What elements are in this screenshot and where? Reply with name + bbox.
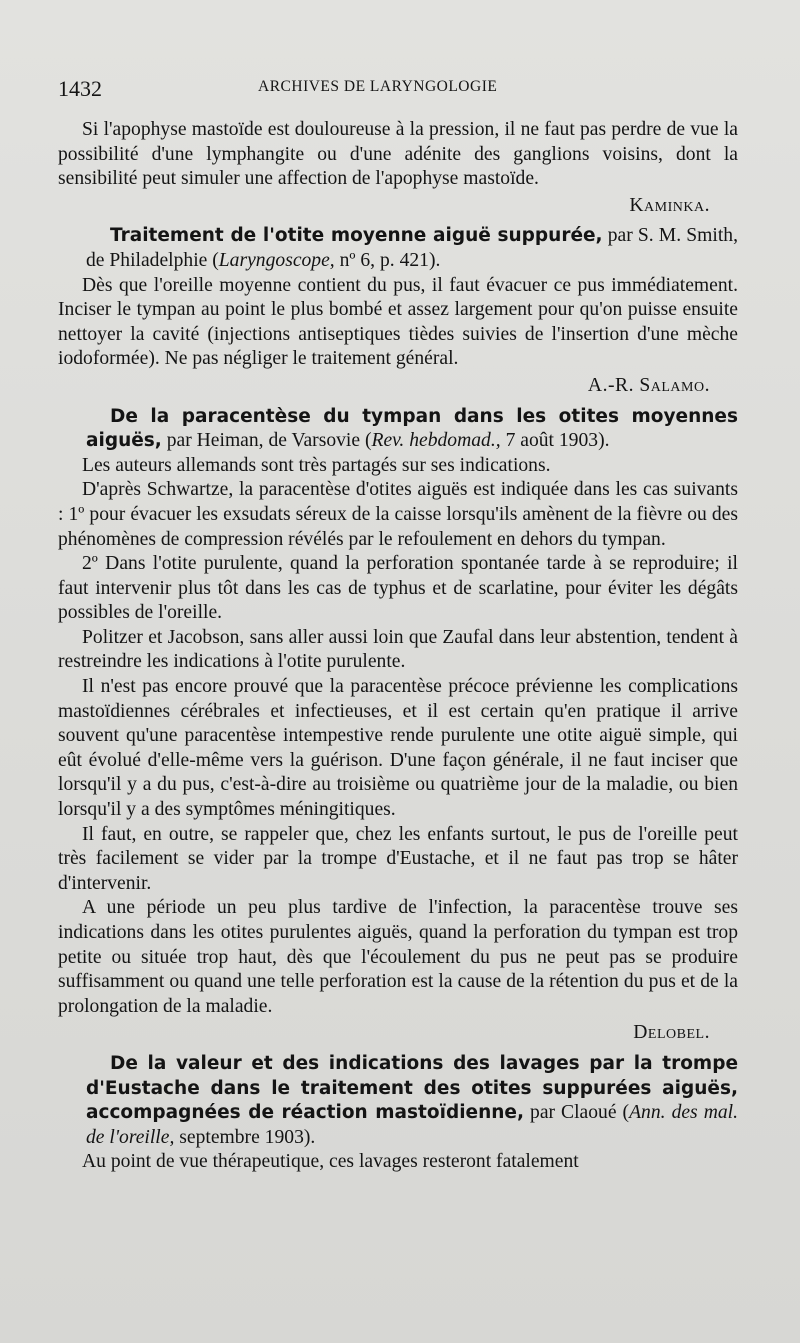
article-title-1: Traitement de l'otite moyenne aiguë suppurée, (110, 225, 603, 247)
article-source-1: Laryngoscope, (218, 249, 335, 271)
signature-delobel: Delobel. (633, 1022, 710, 1044)
article-source-2: Rev. hebdomad., (371, 430, 501, 452)
article-body-3: Au point de vue thérapeutique, ces lavages resteront fatalement (82, 1151, 579, 1173)
article-body-1: Dès que l'oreille moyenne contient du pus, il faut évacuer ce pus immédiatement. Inciser le tympan au point le plus bombé et assez largement pour qu'on puisse ensuite nettoyer la cavité (injections antiseptiques tièdes suivies de l'insertion d'une mèche iodoformée). Ne pas négliger le traitement général. (58, 274, 738, 370)
article2-paragraph: Politzer et Jacobson, sans aller aussi loin que Zaufal dans leur abstention, tendent à restreindre les indications à l'otite purulente. (58, 626, 738, 673)
journal-title: ARCHIVES DE LARYNGOLOGIE (258, 78, 498, 95)
article2-paragraph: Les auteurs allemands sont très partagés sur ses indications. (82, 454, 551, 476)
article-source-detail-3: septembre 1903). (179, 1126, 316, 1148)
running-head (58, 74, 718, 102)
article-byline-3: par Claoué (530, 1102, 617, 1124)
article-title-2: De la paracentèse du tympan dans les otites moyennes aiguës, (86, 405, 738, 452)
signature-salamo: A.-R. Salamo. (587, 374, 710, 396)
article-source-detail-2: 7 août 1903). (505, 430, 610, 452)
article-byline-2: par Heiman, de Varsovie (166, 430, 361, 452)
article2-paragraph: Il faut, en outre, se rappeler que, chez les enfants surtout, le pus de l'oreille peut très facilement se vider par la trompe d'Eustache, et il ne faut pas trop se hâter d'intervenir. (58, 823, 738, 894)
article-heading-2: De la paracentèse du tympan dans les otites moyennes aiguës, par Heiman, de Varsovie (Rev. hebdomad., 7 août 1903). (86, 405, 738, 452)
article-source-detail-1: nº 6, p. 421). (339, 249, 441, 271)
page-number: 1432 (58, 76, 102, 101)
article2-paragraph: A une période un peu plus tardive de l'infection, la paracentèse trouve ses indications dans les otites purulentes aiguës, quand la perforation du tympan est trop petite ou située trop haut, dès que l'écoulement du pus ne peut pas se produire suffisamment ou quand une telle perforation est la cause de la rétention du pus et de la prolongation de la maladie. (58, 897, 738, 1017)
article2-paragraph: D'après Schwartze, la paracentèse d'otites aiguës est indiquée dans les cas suivants : 1º pour évacuer les exsudats séreux de la caisse lorsqu'ils amènent de la fièvre ou des phénomènes de compression révélés par le refoulement en dehors du tympan. (58, 479, 738, 550)
article-byline-1: par S. M. Smith, de Philadelphie (86, 225, 738, 271)
intro-paragraph: Si l'apophyse mastoïde est douloureuse à la pression, il ne faut pas perdre de vue la possibilité d'une lymphangite ou d'une adénite des ganglions voisins, dont la sensibilité peut simuler une affection de l'apophyse mastoïde. (58, 119, 738, 190)
article-source-3: Ann. des mal. de l'oreille, (86, 1102, 738, 1148)
signature-kaminka: Kaminka. (629, 194, 710, 216)
article-heading-3: De la valeur et des indications des lavages par la trompe d'Eustache dans le traitement des otites suppurées aiguës, accompagnées de réaction mastoïdienne, par Claoué (Ann. des mal. de l'oreille, septembre 1903). (86, 1052, 738, 1148)
article2-paragraph: Il n'est pas encore prouvé que la paracentèse précoce prévienne les complications mastoïdiennes cérébrales et infectieuses, et il est certain qu'en pratique il arrive souvent qu'une paracentèse intempestive rende purulente une otite aiguë simple, qui eût évolué d'elle-même vers la guérison. D'une façon générale, il ne faut inciser que lorsqu'il y a du pus, c'est-à-dire au troisième ou quatrième jour de la maladie, ou bien lorsqu'il y a des symptômes méningitiques. (58, 676, 738, 821)
page-content (58, 118, 738, 1175)
article-title-3: De la valeur et des indications des lavages par la trompe d'Eustache dans le traitement des otites suppurées aiguës, accompagnées de réaction mastoïdienne, (86, 1052, 738, 1124)
article2-paragraph: 2º Dans l'otite purulente, quand la perforation spontanée tarde à se reproduire; il faut intervenir plus tôt dans les cas de typhus et de scarlatine, pour éviter les dégâts possibles de l'oreille. (58, 553, 738, 624)
article-heading-1: Traitement de l'otite moyenne aiguë suppurée, par S. M. Smith, de Philadelphie (Laryngoscope, nº 6, p. 421). (86, 225, 738, 271)
